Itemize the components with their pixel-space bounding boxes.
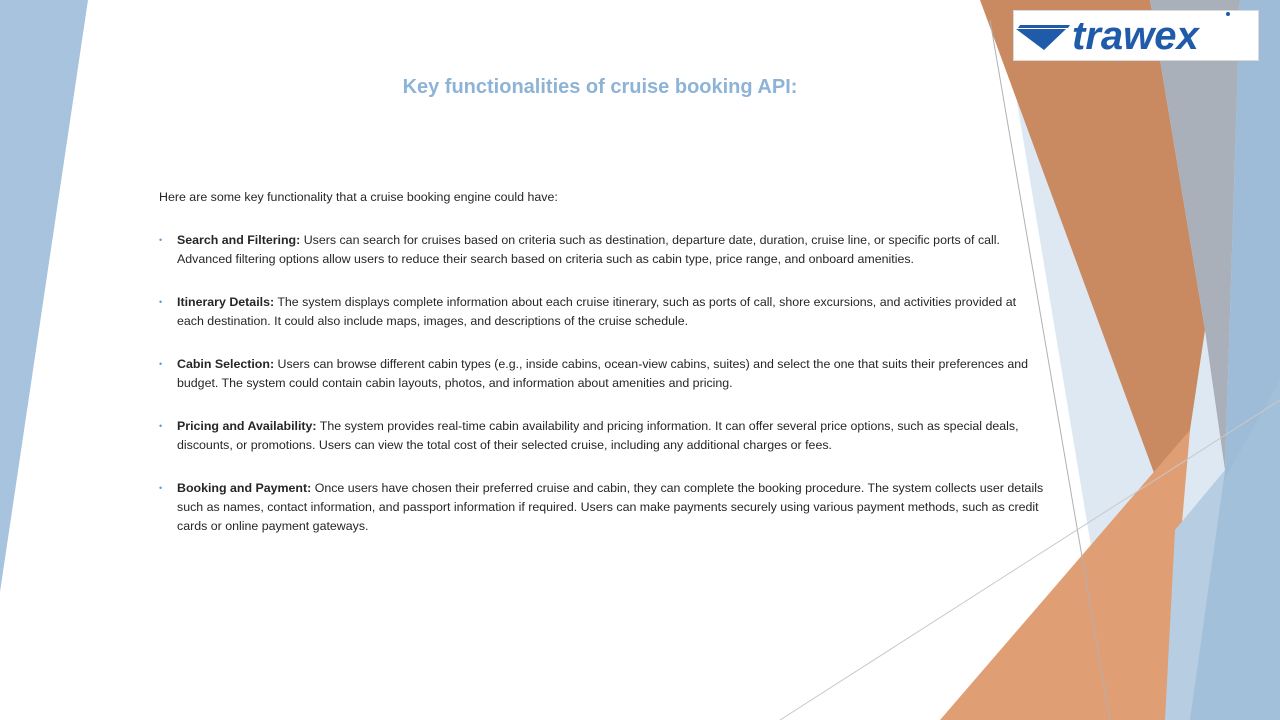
item-text: Once users have chosen their preferred cruise and cabin, they can complete the booking procedure. The system collects user details such as names, contact information, and passport information if required. Users can make payments securely using various payment methods, such as credit cards or online payment gateways. (177, 481, 1044, 533)
page-title: Key functionalities of cruise booking API: (402, 76, 798, 98)
trawex-logo-icon (1014, 11, 1258, 60)
list-item (159, 479, 1044, 536)
list-item (159, 293, 1044, 331)
list-item (159, 231, 1044, 269)
item-text: Users can search for cruises based on criteria such as destination, departure date, duration, cruise line, or specific ports of call. Advanced filtering options allow users to reduce their search based on criteria such as cabin type, price range, and onboard amenities. (177, 233, 1000, 266)
list-item (159, 417, 1044, 455)
trawex-logo (1013, 10, 1259, 61)
bullet-icon: • (159, 359, 163, 369)
item-text: Users can browse different cabin types (e.g., inside cabins, ocean-view cabins, suites) and select the one that suits their preferences and budget. The system could contain cabin layouts, photos, and information about amenities and pricing. (177, 357, 1029, 390)
functionality-list (159, 231, 1044, 536)
item-heading: Booking and Payment: (177, 481, 312, 495)
content-body (159, 188, 1044, 560)
item-text: The system displays complete information about each cruise itinerary, such as ports of call, shore excursions, and activities provided at each destination. It could also include maps, images, and descriptions of the cruise schedule. (177, 295, 1017, 328)
item-heading: Pricing and Availability: (177, 419, 317, 433)
intro-text: Here are some key functionality that a cruise booking engine could have: (159, 190, 558, 204)
logo-text: trawex (1072, 14, 1199, 58)
item-heading: Itinerary Details: (177, 295, 275, 309)
item-heading: Search and Filtering: (177, 233, 301, 247)
item-heading: Cabin Selection: (177, 357, 275, 371)
bullet-icon: • (159, 235, 163, 245)
bullet-icon: • (159, 297, 163, 307)
bullet-icon: • (159, 483, 163, 493)
list-item (159, 355, 1044, 393)
bullet-icon: • (159, 421, 163, 431)
item-text: The system provides real-time cabin availability and pricing information. It can offer several price options, such as special deals, discounts, or promotions. Users can view the total cost of their selected cruise, including any additional charges or fees. (177, 419, 1019, 452)
